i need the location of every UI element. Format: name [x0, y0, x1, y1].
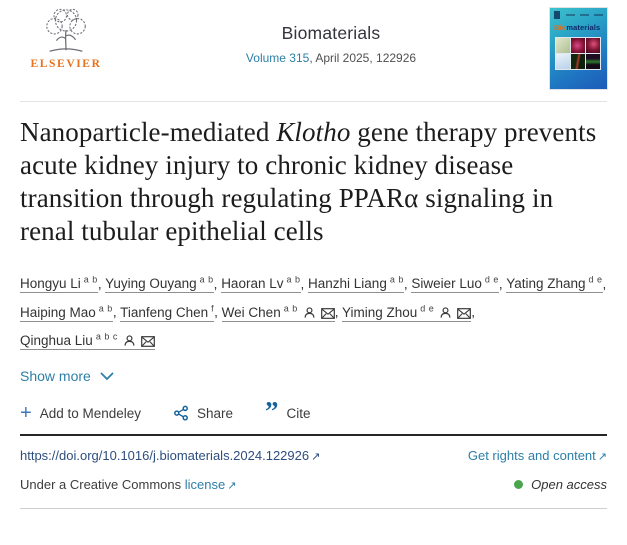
author-link[interactable]	[120, 305, 214, 322]
get-rights-link[interactable]: Get rights and content ↗	[467, 448, 607, 464]
author-separator: ,	[403, 276, 412, 292]
author-link[interactable]	[20, 305, 113, 322]
author-link[interactable]	[105, 276, 214, 293]
header-divider	[20, 101, 607, 102]
chevron-down-icon	[100, 372, 114, 381]
add-to-mendeley-button[interactable]	[20, 402, 142, 425]
action-bar	[20, 396, 607, 427]
issue-info: , April 2025, 122926	[309, 51, 417, 65]
bottom-divider	[20, 508, 607, 509]
envelope-icon	[457, 308, 471, 319]
author-affiliation-sup: a b c	[92, 331, 118, 342]
plus-icon: +	[20, 402, 32, 425]
content-divider	[20, 434, 607, 436]
author-name: Haiping Mao	[20, 304, 96, 320]
cover-meta-text	[594, 14, 603, 16]
elsevier-logo[interactable]	[20, 7, 112, 70]
author-name: Hanzhi Liang	[308, 276, 387, 292]
elsevier-wordmark: ELSEVIER	[30, 58, 102, 70]
article-title: Nanoparticle-mediated Klotho gene therapy prevents acute kidney injury to chronic kidney disease transition through regulating PPARα signaling in renal tubular epithelial cells	[20, 117, 597, 246]
show-more-label: Show more	[20, 368, 91, 385]
cite-button[interactable]	[265, 396, 311, 427]
volume-link[interactable]: Volume 315	[245, 51, 310, 65]
cover-title: Biomaterials	[554, 23, 601, 32]
person-icon	[123, 334, 136, 347]
external-link-icon: ↗	[311, 451, 321, 464]
external-link-icon: ↗	[597, 451, 607, 464]
show-more-button[interactable]	[20, 368, 114, 384]
title-italic-gene: Klotho	[276, 117, 351, 147]
journal-title[interactable]: Biomaterials	[281, 23, 381, 43]
author-affiliation-sup: a b	[386, 274, 404, 285]
license-text	[20, 477, 236, 492]
cover-meta-text	[580, 14, 589, 16]
cover-figure-grid	[555, 37, 601, 70]
author-link[interactable]	[221, 276, 300, 293]
author-name: Yiming Zhou	[341, 304, 418, 320]
author-link[interactable]	[411, 276, 499, 293]
open-access-label: Open access	[531, 477, 607, 493]
cite-label: Cite	[286, 405, 311, 421]
author-separator: ,	[214, 304, 222, 320]
elsevier-tree-icon	[37, 7, 95, 57]
author-link[interactable]	[342, 305, 471, 322]
share-icon	[173, 405, 189, 421]
journal-header	[20, 0, 607, 89]
person-icon	[303, 306, 316, 319]
author-separator: ,	[213, 276, 222, 292]
author-name: Qinghua Liu	[20, 333, 93, 349]
share-button[interactable]	[173, 405, 233, 421]
author-affiliation-sup: d e	[417, 303, 435, 314]
journal-issue-line	[112, 51, 550, 65]
author-name: Yuying Ouyang	[105, 276, 197, 292]
author-name: Yating Zhang	[506, 276, 586, 292]
author-affiliation-sup: a b	[283, 274, 301, 285]
author-affiliation-sup: d e	[481, 274, 499, 285]
cite-quote-icon: ”	[265, 396, 279, 427]
envelope-icon	[141, 336, 155, 347]
author-separator: ,	[602, 276, 607, 292]
license-prefix: Under a Creative Commons	[20, 477, 185, 493]
open-access-badge	[514, 477, 607, 492]
author-name: Siweier Luo	[411, 276, 482, 292]
journal-cover-thumbnail[interactable]	[550, 8, 607, 89]
author-link[interactable]	[308, 276, 404, 293]
author-affiliation-sup: a b	[80, 274, 98, 285]
author-list	[20, 268, 607, 354]
author-affiliation-sup: a b	[95, 303, 113, 314]
author-affiliation-sup: a b	[280, 303, 298, 314]
author-separator: ,	[112, 304, 121, 320]
license-link[interactable]: license ↗	[184, 477, 237, 493]
author-name: Hongyu Li	[20, 276, 81, 292]
author-link[interactable]	[506, 276, 602, 293]
mendeley-label: Add to Mendeley	[39, 405, 142, 421]
author-separator: ,	[97, 276, 106, 292]
author-affiliation-sup: d e	[585, 274, 603, 285]
author-name: Haoran Lv	[221, 276, 284, 292]
doi-link[interactable]: https://doi.org/10.1016/j.biomaterials.2024.122926 ↗	[20, 448, 321, 464]
author-link[interactable]	[222, 305, 335, 322]
author-affiliation-sup: f	[208, 303, 215, 314]
doi-row	[20, 448, 607, 463]
license-row	[20, 477, 607, 492]
external-link-icon: ↗	[227, 480, 237, 493]
open-access-dot-icon	[514, 480, 523, 489]
author-separator: ,	[300, 276, 309, 292]
person-icon	[439, 306, 452, 319]
author-separator: ,	[471, 304, 476, 320]
cover-meta-text	[566, 14, 575, 16]
author-name: Tianfeng Chen	[120, 304, 209, 320]
author-separator: ,	[334, 304, 342, 320]
author-name: Wei Chen	[221, 304, 281, 320]
author-link[interactable]	[20, 276, 98, 293]
author-link[interactable]	[20, 333, 155, 350]
share-label: Share	[197, 405, 234, 421]
author-separator: ,	[498, 276, 507, 292]
envelope-icon	[321, 308, 335, 319]
author-affiliation-sup: a b	[196, 274, 214, 285]
cover-logo-mark	[554, 11, 560, 19]
